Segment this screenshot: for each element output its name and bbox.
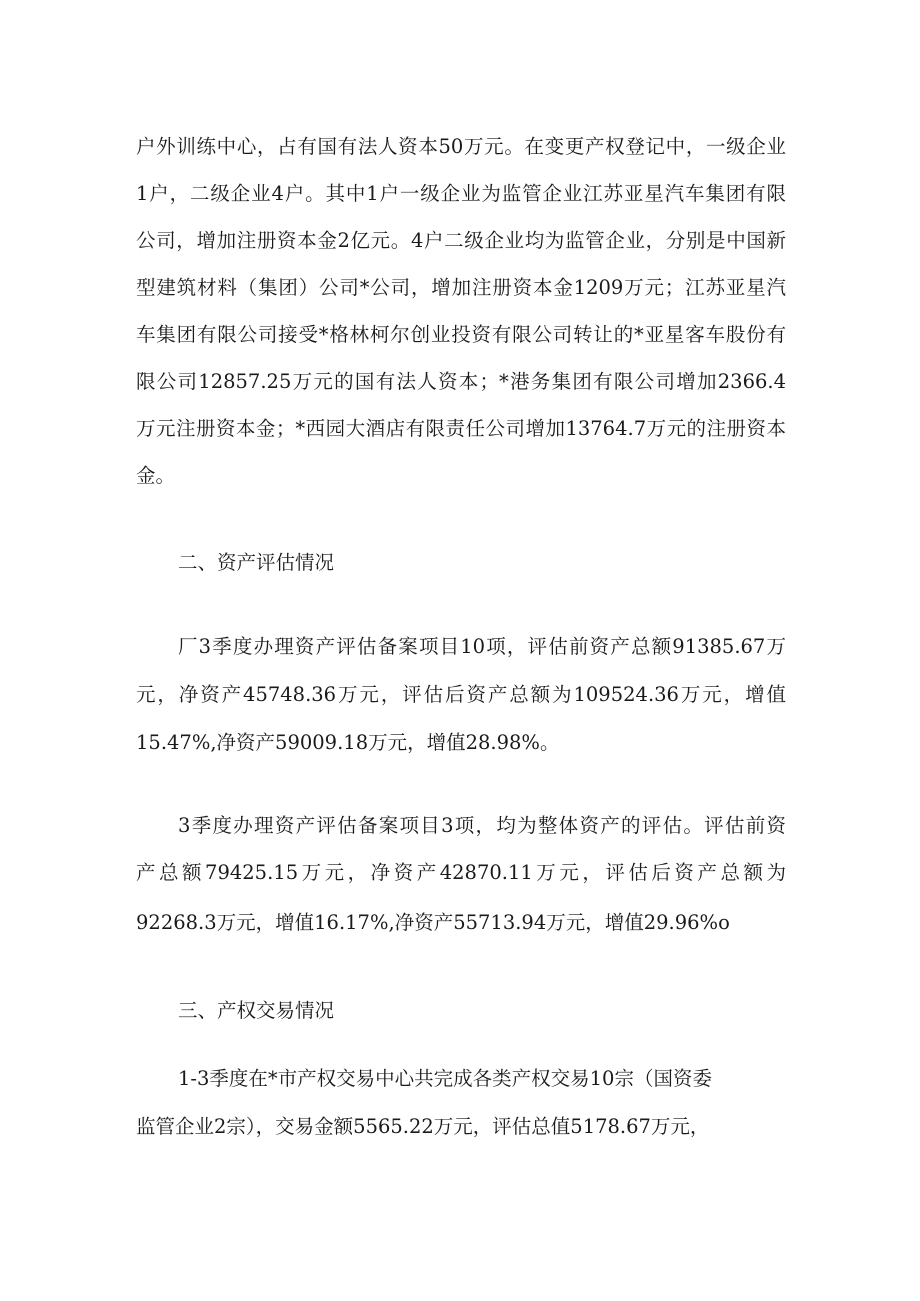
paragraph-3-line-2: 产总额79425.15万元，净资产42870.11万元，评估后资产总额为 (136, 861, 786, 884)
section-heading-asset-evaluation: 二、资产评估情况 (178, 551, 335, 574)
paragraph-2-line-3: 15.47%,净资产59009.18万元，增值28.98%。 (136, 731, 560, 754)
paragraph-1-line-1: 户外训练中心，占有国有法人资本50万元。在变更产权登记中，一级企业 (136, 135, 786, 158)
paragraph-2-line-2: 元，净资产45748.36万元，评估后资产总额为109524.36万元，增值 (136, 683, 786, 706)
paragraph-1-line-8: 金。 (136, 464, 176, 487)
paragraph-1-line-3: 公司，增加注册资本金2亿元。4户二级企业均为监管企业，分别是中国新 (136, 229, 786, 252)
section-heading-property-trading: 三、产权交易情况 (178, 999, 335, 1022)
paragraph-1-line-2: 1户，二级企业4户。其中1户一级企业为监管企业江苏亚星汽车集团有限 (136, 182, 786, 205)
paragraph-3-line-3: 92268.3万元，增值16.17%,净资产55713.94万元，增值29.96%o (136, 911, 730, 934)
paragraph-4-line-1: 1-3季度在*市产权交易中心共完成各类产权交易10宗（国资委 (178, 1067, 712, 1090)
paragraph-3-line-1: 3季度办理资产评估备案项目3项，均为整体资产的评估。评估前资 (178, 814, 786, 837)
paragraph-1-line-7: 万元注册资本金；*西园大酒店有限责任公司增加13764.7万元的注册资本 (136, 417, 786, 440)
paragraph-2-line-1: 厂3季度办理资产评估备案项目10项，评估前资产总额91385.67万 (178, 635, 786, 658)
paragraph-1-line-4: 型建筑材料（集团）公司*公司，增加注册资本金1209万元；江苏亚星汽 (136, 276, 786, 299)
paragraph-1-line-5: 车集团有限公司接受*格林柯尔创业投资有限公司转让的*亚星客车股份有 (136, 323, 786, 346)
paragraph-1-line-6: 限公司12857.25万元的国有法人资本；*港务集团有限公司增加2366.4 (136, 370, 786, 393)
paragraph-4-line-2: 监管企业2宗），交易金额5565.22万元，评估总值5178.67万元， (136, 1115, 710, 1138)
